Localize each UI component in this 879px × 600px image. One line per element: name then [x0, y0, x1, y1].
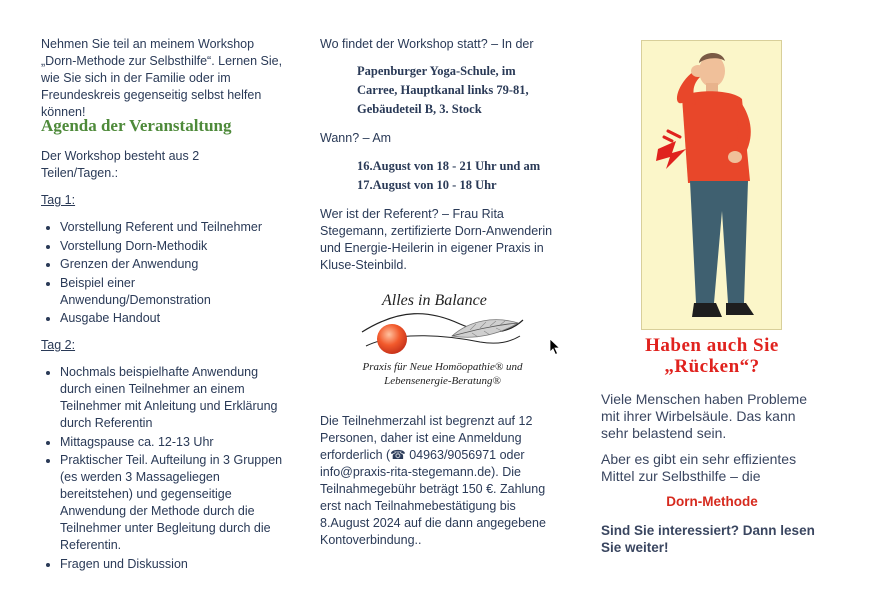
day1-list: [41, 219, 286, 329]
speaker-info: Wer ist der Referent? – Frau Rita Stegemann, zertifizierte Dorn-Anwenderin und Energie-Heilerin in eigener Praxis in Kluse-Steinbild.: [320, 207, 553, 272]
list-item: • Nochmals beispielhafte Anwendung durch einen Teilnehmer an einem Teilnehmer mit Anleitung und Erklärung durch Referentin: [60, 364, 286, 432]
list-item: • Vorstellung Dorn-Methodik: [60, 238, 286, 255]
solution-text: Aber es gibt ein sehr effizientes Mittel zur Selbsthilfe – die: [601, 451, 797, 484]
day1-label: Tag 1:: [41, 193, 76, 207]
day2-label: Tag 2:: [41, 338, 76, 352]
list-item: • Grenzen der Anwendung: [60, 256, 286, 273]
workshop-dates: 16.August von 18 - 21 Uhr und am 17.August von 10 - 18 Uhr: [357, 159, 541, 192]
logo-title: Alles in Balance: [382, 292, 487, 309]
headline: Haben auch Sie „Rücken“?: [645, 335, 779, 377]
workshop-info: Der Workshop besteht aus 2 Teilen/Tagen.:: [41, 149, 200, 180]
list-item: • Mittagspause ca. 12-13 Uhr: [60, 434, 286, 451]
back-pain-illustration: [641, 40, 782, 330]
method-name: Dorn-Methode: [666, 494, 758, 509]
registration-info: Die Teilnehmerzahl ist begrenzt auf 12 Personen, daher ist eine Anmeldung erforderlich (☎ 04963/9056971 oder info@praxis-rita-stegemann.de). Die Teilnahmegebühr beträgt 150 €. Zahlung erst nach Teilnahmebestätigung bis 8.August 2024 auf die dann angegebene Kontoverbindung..: [320, 414, 546, 547]
day2-list: [41, 364, 286, 574]
list-item: • Praktischer Teil. Aufteilung in 3 Gruppen (es werden 3 Massageliegen bereitstehen) und gegenseitige Anwendung der Methode durch die Teilnehmer unter Begleitung durch die Referentin.: [60, 452, 286, 554]
pain-bolt-icon: [656, 131, 686, 169]
problem-text: Viele Menschen haben Probleme mit ihrer Wirbelsäule. Das kann sehr belastend sein.: [601, 391, 807, 441]
intro-text: Nehmen Sie teil an meinem Workshop „Dorn-Methode zur Selbsthilfe“. Lernen Sie, wie Sie sich in der Familie oder im Freundeskreis gegenseitig selbst helfen können!: [41, 37, 283, 119]
when-question: Wann? – Am: [320, 131, 392, 145]
mouse-cursor-icon: [549, 338, 561, 356]
agenda-heading: Agenda der Veranstaltung: [41, 116, 232, 135]
list-item: • Ausgabe Handout: [60, 310, 286, 327]
feather-icon: [452, 320, 518, 338]
location-address: Papenburger Yoga-Schule, im Carree, Hauptkanal links 79-81, Gebäudeteil B, 3. Stock: [357, 64, 529, 116]
call-to-action: Sind Sie interessiert? Dann lesen Sie weiter!: [601, 523, 815, 555]
list-item: • Beispiel einer Anwendung/Demonstration: [60, 275, 286, 309]
list-item: • Vorstellung Referent und Teilnehmer: [60, 219, 286, 236]
logo-subtitle: Praxis für Neue Homöopathie® und Lebensenergie-Beratung®: [362, 361, 523, 387]
logo-graphic: [360, 290, 525, 360]
practice-logo: [360, 290, 525, 400]
where-question: Wo findet der Workshop statt? – In der: [320, 37, 534, 51]
list-item: • Fragen und Diskussion: [60, 556, 286, 573]
